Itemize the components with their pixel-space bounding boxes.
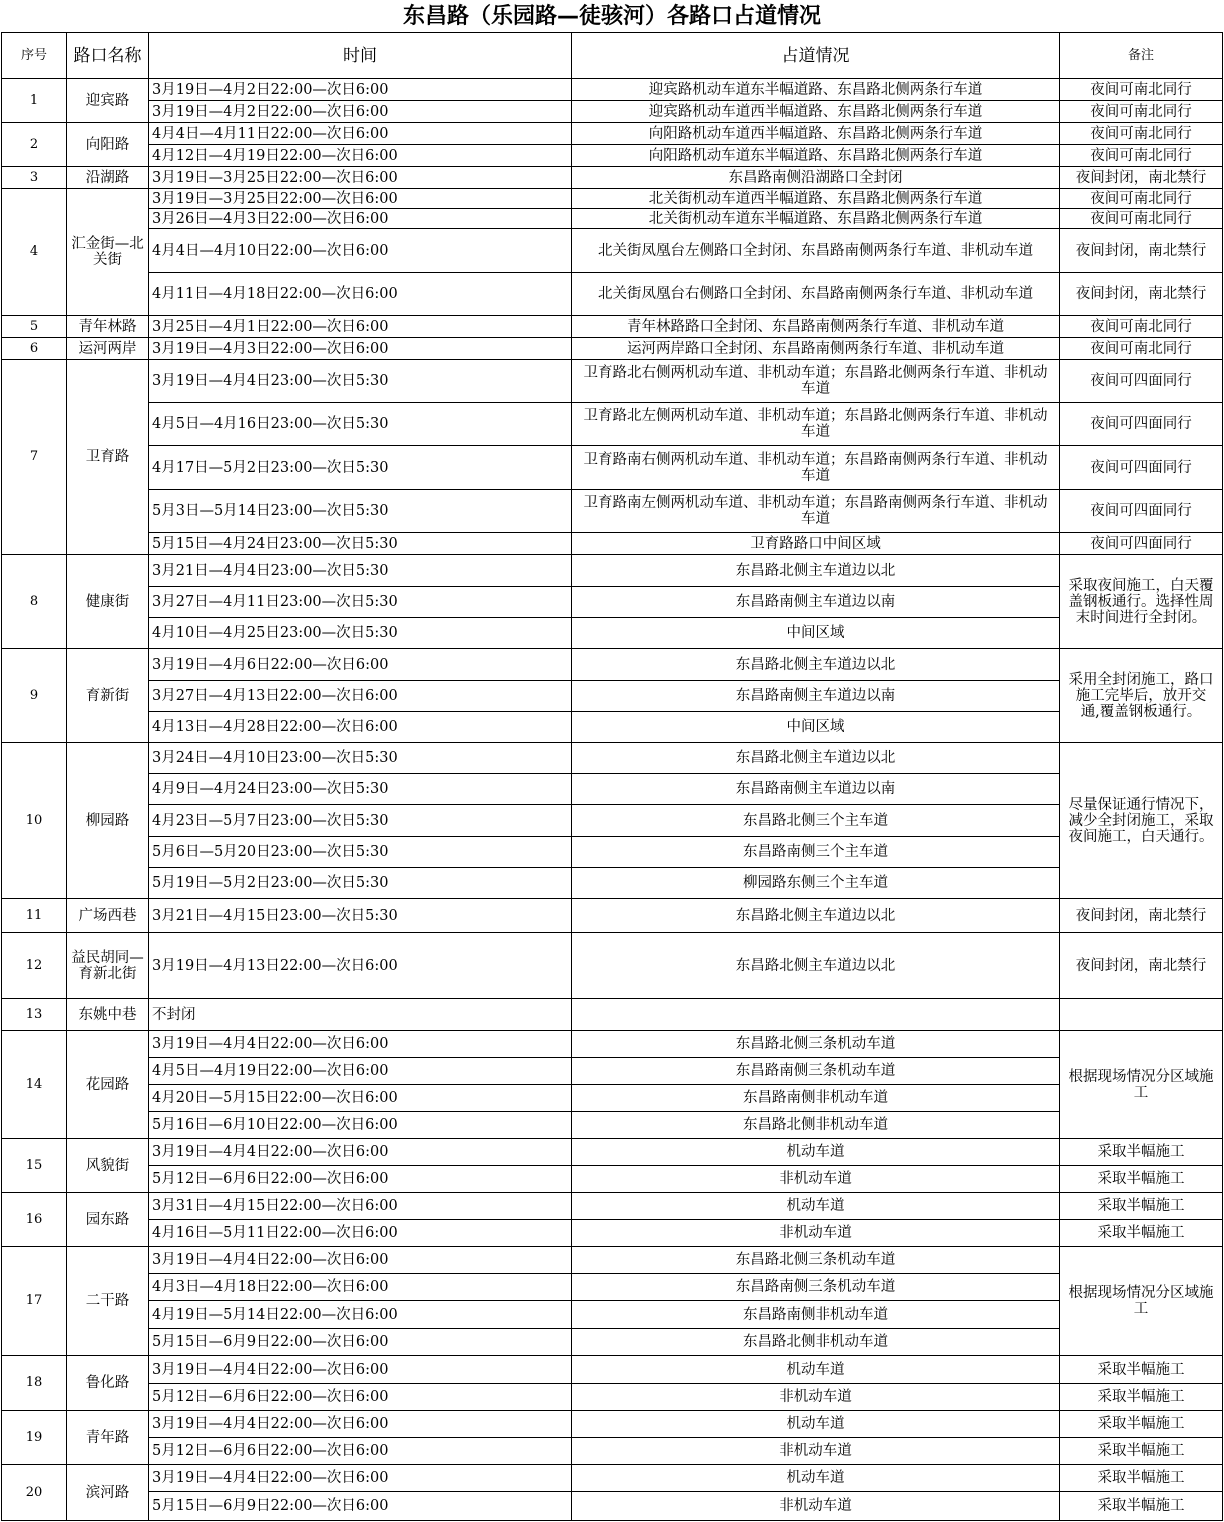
row-time: 5月12日—6月6日22:00—次日6:00 <box>152 1389 389 1405</box>
row-time: 4月13日—4月28日22:00—次日6:00 <box>152 719 398 735</box>
row-status: 东昌路南侧三条机动车道 <box>735 1063 896 1079</box>
road-name: 花园路 <box>85 1076 130 1093</box>
row-note: 采取半幅施工 <box>1097 1144 1185 1160</box>
row-time: 4月4日—4月10日22:00—次日6:00 <box>152 242 389 259</box>
row-status: 东昌路南侧非机动车道 <box>743 1090 888 1106</box>
row-seq: 8 <box>29 593 39 609</box>
row-note: 夜间可南北同行 <box>1090 103 1192 120</box>
row-status: 东昌路北侧主车道边以北 <box>735 750 896 766</box>
row-note: 夜间可南北同行 <box>1090 318 1192 335</box>
row-note: 夜间可四面同行 <box>1090 535 1192 552</box>
row-time: 5月15日—6月9日22:00—次日6:00 <box>152 1334 389 1350</box>
row-status: 卫育路南右侧两机动车道、非机动车道；东昌路南侧两条行车道、非机动车道 <box>583 451 1048 484</box>
row-seq: 16 <box>25 1211 43 1227</box>
row-status: 青年林路路口全封闭、东昌路南侧两条行车道、非机动车道 <box>627 318 1004 335</box>
row-status: 东昌路北侧主车道边以北 <box>735 656 896 673</box>
row-note: 采取半幅施工 <box>1097 1171 1185 1187</box>
row-seq: 11 <box>25 907 43 923</box>
row-note: 夜间可四面同行 <box>1090 416 1192 432</box>
road-name: 迎宾路 <box>85 92 130 109</box>
row-time: 4月5日—4月19日22:00—次日6:00 <box>152 1063 389 1079</box>
row-status: 非机动车道 <box>779 1498 852 1514</box>
row-time: 4月17日—5月2日23:00—次日5:30 <box>152 459 389 476</box>
row-note: 采取半幅施工 <box>1097 1361 1185 1378</box>
row-status: 东昌路北侧主车道边以北 <box>735 957 896 974</box>
row-note: 采取半幅施工 <box>1097 1443 1185 1459</box>
row-status: 东昌路南侧主车道边以南 <box>735 594 896 610</box>
row-status: 卫育路路口中间区域 <box>750 535 881 552</box>
row-time: 3月19日—3月25日22:00—次日6:00 <box>152 190 398 207</box>
row-time: 5月19日—5月2日23:00—次日5:30 <box>152 875 389 891</box>
row-time: 3月25日—4月1日22:00—次日6:00 <box>152 318 389 335</box>
row-status: 东昌路北侧主车道边以北 <box>735 907 896 924</box>
row-time: 4月20日—5月15日22:00—次日6:00 <box>152 1090 398 1106</box>
row-status: 中间区域 <box>786 719 845 735</box>
row-seq: 17 <box>25 1293 43 1308</box>
row-note: 夜间封闭，南北禁行 <box>1075 242 1207 259</box>
row-note: 采取半幅施工 <box>1097 1498 1185 1514</box>
row-time: 3月31日—4月15日22:00—次日6:00 <box>152 1198 398 1214</box>
row-status: 机动车道 <box>786 1470 845 1486</box>
row-status: 东昌路北侧三个主车道 <box>743 812 888 829</box>
row-time: 3月19日—4月4日22:00—次日6:00 <box>152 1144 389 1160</box>
row-time: 5月12日—6月6日22:00—次日6:00 <box>152 1171 389 1187</box>
row-seq: 1 <box>29 92 39 108</box>
row-seq: 7 <box>29 449 39 464</box>
row-seq: 5 <box>29 318 39 334</box>
row-seq: 6 <box>29 340 39 356</box>
row-status: 向阳路机动车道东半幅道路、东昌路北侧两条行车道 <box>648 147 983 164</box>
page-title: 东昌路（乐园路—徒骇河）各路口占道情况 <box>402 4 821 29</box>
road-name: 向阳路 <box>85 136 130 153</box>
road-name: 园东路 <box>85 1211 130 1228</box>
row-status: 中间区域 <box>786 625 845 641</box>
row-time: 4月23日—5月7日23:00—次日5:30 <box>152 812 389 829</box>
row-note: 夜间可四面同行 <box>1090 459 1192 476</box>
row-time: 3月21日—4月15日23:00—次日5:30 <box>152 907 398 924</box>
row-status: 卫育路南左侧两机动车道、非机动车道；东昌路南侧两条行车道、非机动车道 <box>583 495 1048 527</box>
row-status: 东昌路北侧三条机动车道 <box>735 1036 896 1052</box>
row-note: 采取半幅施工 <box>1097 1389 1185 1405</box>
row-status: 东昌路南侧三个主车道 <box>743 844 888 860</box>
road-name: 滨河路 <box>85 1484 130 1501</box>
row-status: 非机动车道 <box>779 1225 852 1241</box>
row-time: 3月27日—4月11日23:00—次日5:30 <box>152 594 398 610</box>
row-note: 夜间可南北同行 <box>1090 190 1192 207</box>
row-status <box>572 999 1059 1030</box>
row-time: 3月19日—4月4日22:00—次日6:00 <box>152 1470 389 1486</box>
row-seq: 19 <box>25 1429 43 1445</box>
road-name: 东姚中巷 <box>78 1006 137 1023</box>
row-note: 夜间封闭，南北禁行 <box>1075 169 1207 186</box>
row-note: 采取半幅施工 <box>1097 1198 1185 1214</box>
row-note: 夜间可南北同行 <box>1090 147 1192 164</box>
grid-line <box>1 1520 1223 1521</box>
row-time: 4月9日—4月24日23:00—次日5:30 <box>152 781 389 797</box>
row-seq: 13 <box>25 1006 43 1022</box>
road-name: 柳园路 <box>85 812 130 829</box>
row-note: 采取半幅施工 <box>1097 1416 1185 1432</box>
row-time: 3月19日—4月13日22:00—次日6:00 <box>152 957 398 974</box>
road-name: 健康街 <box>85 593 130 610</box>
row-status: 机动车道 <box>786 1416 845 1432</box>
row-seq: 20 <box>25 1484 43 1500</box>
row-time: 5月16日—6月10日22:00—次日6:00 <box>152 1117 398 1133</box>
row-note: 夜间可南北同行 <box>1090 340 1192 357</box>
row-status: 北关街机动车道西半幅道路、东昌路北侧两条行车道 <box>648 190 983 207</box>
row-status: 向阳路机动车道西半幅道路、东昌路北侧两条行车道 <box>648 125 983 142</box>
row-time: 3月19日—4月3日22:00—次日6:00 <box>152 340 389 357</box>
row-time: 4月10日—4月25日23:00—次日5:30 <box>152 625 398 641</box>
row-time: 5月3日—5月14日23:00—次日5:30 <box>152 503 389 519</box>
row-time: 5月15日—4月24日23:00—次日5:30 <box>152 535 398 552</box>
row-status: 柳园路东侧三个主车道 <box>743 875 888 891</box>
row-note: 夜间可南北同行 <box>1090 125 1192 142</box>
row-seq: 9 <box>29 687 39 703</box>
row-time: 3月19日—4月6日22:00—次日6:00 <box>152 656 389 673</box>
row-note: 夜间封闭，南北禁行 <box>1075 957 1207 974</box>
header-time: 时间 <box>343 45 377 66</box>
row-status: 机动车道 <box>786 1361 845 1378</box>
row-status: 东昌路南侧主车道边以南 <box>735 781 896 797</box>
row-status: 北关街凤凰台右侧路口全封闭、东昌路南侧两条行车道、非机动车道 <box>598 286 1033 302</box>
road-name: 运河两岸 <box>78 340 137 357</box>
row-note: 根据现场情况分区域施工 <box>1068 1068 1214 1101</box>
row-time: 5月12日—6月6日22:00—次日6:00 <box>152 1443 389 1459</box>
road-name: 沿湖路 <box>85 169 130 186</box>
row-time: 4月16日—5月11日22:00—次日6:00 <box>152 1225 398 1241</box>
row-time: 3月19日—3月25日22:00—次日6:00 <box>152 169 398 186</box>
row-time: 3月19日—4月2日22:00—次日6:00 <box>152 103 389 120</box>
row-status: 非机动车道 <box>779 1171 852 1187</box>
header-note: 备注 <box>1127 47 1154 63</box>
row-note: 采取半幅施工 <box>1097 1225 1185 1241</box>
row-status: 机动车道 <box>786 1198 845 1214</box>
row-time: 4月11日—4月18日22:00—次日6:00 <box>152 286 398 302</box>
row-note: 采用全封闭施工，路口施工完毕后，放开交通,覆盖钢板通行。 <box>1068 671 1214 720</box>
row-status: 东昌路南侧非机动车道 <box>743 1306 888 1323</box>
header-seq: 序号 <box>20 47 47 63</box>
row-time: 3月19日—4月4日22:00—次日6:00 <box>152 1036 389 1052</box>
header-road-name: 路口名称 <box>73 45 142 66</box>
row-seq: 2 <box>29 136 39 152</box>
row-note: 夜间可南北同行 <box>1090 210 1192 227</box>
row-status: 北关街凤凰台左侧路口全封闭、东昌路南侧两条行车道、非机动车道 <box>598 242 1033 259</box>
row-status: 迎宾路机动车道西半幅道路、东昌路北侧两条行车道 <box>648 103 983 120</box>
row-status: 机动车道 <box>786 1144 845 1160</box>
road-name: 青年林路 <box>78 318 137 335</box>
row-status: 非机动车道 <box>779 1389 852 1405</box>
row-note: 夜间可南北同行 <box>1090 81 1192 98</box>
row-status: 东昌路北侧非机动车道 <box>743 1117 888 1133</box>
row-status: 卫育路北右侧两机动车道、非机动车道；东昌路北侧两条行车道、非机动车道 <box>583 365 1048 397</box>
road-name: 鲁化路 <box>85 1375 130 1391</box>
row-note: 采取夜间施工，白天覆盖钢板通行。选择性周末时间进行全封闭。 <box>1068 577 1214 626</box>
row-time: 4月3日—4月18日22:00—次日6:00 <box>152 1279 389 1295</box>
row-status: 东昌路北侧主车道边以北 <box>735 562 896 579</box>
row-status: 运河两岸路口全封闭、东昌路南侧两条行车道、非机动车道 <box>627 340 1004 357</box>
row-note: 采取半幅施工 <box>1097 1470 1185 1486</box>
road-name: 青年路 <box>85 1429 130 1446</box>
row-time: 4月4日—4月11日22:00—次日6:00 <box>152 125 389 142</box>
row-note <box>1060 999 1222 1030</box>
road-name: 卫育路 <box>85 449 130 465</box>
row-note: 夜间封闭，南北禁行 <box>1075 907 1207 924</box>
row-time: 4月5日—4月16日23:00—次日5:30 <box>152 416 389 432</box>
row-note: 夜间封闭，南北禁行 <box>1075 286 1207 302</box>
row-time: 3月19日—4月4日22:00—次日6:00 <box>152 1361 389 1378</box>
row-note: 夜间可四面同行 <box>1090 373 1192 389</box>
row-seq: 18 <box>25 1375 43 1390</box>
road-name: 广场西巷 <box>78 907 137 924</box>
row-status: 东昌路南侧三条机动车道 <box>735 1279 896 1295</box>
row-note: 根据现场情况分区域施工 <box>1068 1285 1214 1317</box>
row-time: 5月15日—6月9日22:00—次日6:00 <box>152 1498 389 1514</box>
road-name: 二干路 <box>85 1293 130 1309</box>
row-status: 东昌路南侧主车道边以南 <box>735 688 896 704</box>
row-time: 4月19日—5月14日22:00—次日6:00 <box>152 1306 398 1323</box>
row-seq: 14 <box>25 1076 43 1092</box>
row-status: 卫育路北左侧两机动车道、非机动车道；东昌路北侧两条行车道、非机动车道 <box>583 408 1048 440</box>
row-seq: 15 <box>25 1157 43 1173</box>
road-name: 益民胡同—育新北街 <box>71 949 144 982</box>
row-time: 不封闭 <box>152 1006 196 1023</box>
row-status: 迎宾路机动车道东半幅道路、东昌路北侧两条行车道 <box>648 81 983 98</box>
row-time: 3月19日—4月4日23:00—次日5:30 <box>152 373 389 389</box>
header-status: 占道情况 <box>781 45 850 66</box>
road-name: 风貌街 <box>85 1157 130 1174</box>
row-time: 5月6日—5月20日23:00—次日5:30 <box>152 844 389 860</box>
row-time: 3月19日—4月4日22:00—次日6:00 <box>152 1252 389 1268</box>
row-status: 东昌路北侧非机动车道 <box>743 1334 888 1350</box>
row-seq: 4 <box>29 244 39 259</box>
row-seq: 10 <box>25 812 43 828</box>
row-time: 3月27日—4月13日22:00—次日6:00 <box>152 688 398 704</box>
grid-line <box>1222 32 1223 1521</box>
road-name: 汇金街—北关街 <box>71 236 144 268</box>
row-seq: 12 <box>25 957 43 973</box>
row-status: 北关街机动车道东半幅道路、东昌路北侧两条行车道 <box>648 210 983 227</box>
row-time: 3月19日—4月2日22:00—次日6:00 <box>152 81 389 98</box>
row-time: 4月12日—4月19日22:00—次日6:00 <box>152 147 398 164</box>
row-note: 尽量保证通行情况下，减少全封闭施工，采取夜间施工，白天通行。 <box>1068 796 1214 845</box>
row-status: 非机动车道 <box>779 1443 852 1459</box>
row-time: 3月21日—4月4日23:00—次日5:30 <box>152 562 389 579</box>
row-seq: 3 <box>29 169 39 185</box>
row-time: 3月24日—4月10日23:00—次日5:30 <box>152 750 398 766</box>
row-status: 东昌路北侧三条机动车道 <box>735 1252 896 1268</box>
row-status: 东昌路南侧沿湖路口全封闭 <box>728 169 903 186</box>
row-time: 3月26日—4月3日22:00—次日6:00 <box>152 210 389 227</box>
row-time: 3月19日—4月4日22:00—次日6:00 <box>152 1416 389 1432</box>
row-note: 夜间可四面同行 <box>1090 503 1192 519</box>
road-name: 育新街 <box>85 687 130 704</box>
